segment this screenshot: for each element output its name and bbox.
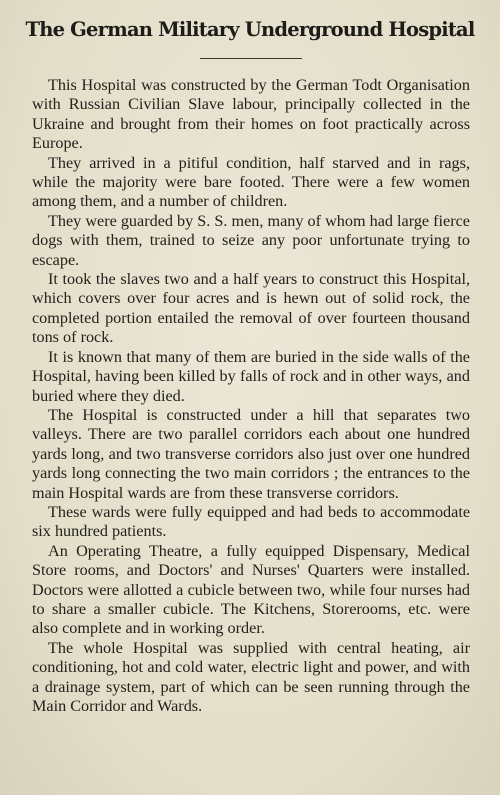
title-divider bbox=[200, 58, 302, 59]
paragraph: This Hospital was constructed by the German Todt Organisation with Russian Civilian Slave labour, principally collected in the Ukraine and brought from their homes on foot practically across Europe. bbox=[32, 76, 470, 153]
paragraph: An Operating Theatre, a fully equipped Dispensary, Medical Store rooms, and Doctors' and Nurses' Quarters were installed. Doctors were allotted a cubicle between two, while four nurses had to share a smaller cubicle. The Kitchens, Storerooms, etc. were also complete and in working order. bbox=[32, 541, 470, 638]
paragraph: The whole Hospital was supplied with central heating, air conditioning, hot and cold water, electric light and power, and with a drainage system, part of which can be seen running through the Main Corridor and Wards. bbox=[32, 638, 470, 715]
page-title: The German Military Underground Hospital bbox=[25, 18, 475, 41]
paragraph: It took the slaves two and a half years to construct this Hospital, which covers over four acres and is hewn out of solid rock, the completed portion entailed the removal of over fourteen thousand tons of rock. bbox=[32, 270, 470, 347]
paragraph: It is known that many of them are buried in the side walls of the Hospital, having been killed by falls of rock and in other ways, and buried where they died. bbox=[32, 347, 470, 405]
paragraph: These wards were fully equipped and had beds to accommodate six hundred patients. bbox=[32, 502, 470, 541]
paragraph: The Hospital is constructed under a hill that separates two valleys. There are two parallel corridors each about one hundred yards long, and two transverse corridors also just over one hundred yards long connecting the two main corridors ; the entrances to the main Hospital wards are from these transverse corridors. bbox=[32, 405, 470, 502]
article-body bbox=[32, 76, 470, 716]
paragraph: They were guarded by S. S. men, many of whom had large fierce dogs with them, trained to seize any poor unfortunate trying to escape. bbox=[32, 211, 470, 269]
paragraph: They arrived in a pitiful condition, half starved and in rags, while the majority were bare footed. There were a few women among them, and a number of children. bbox=[32, 153, 470, 211]
